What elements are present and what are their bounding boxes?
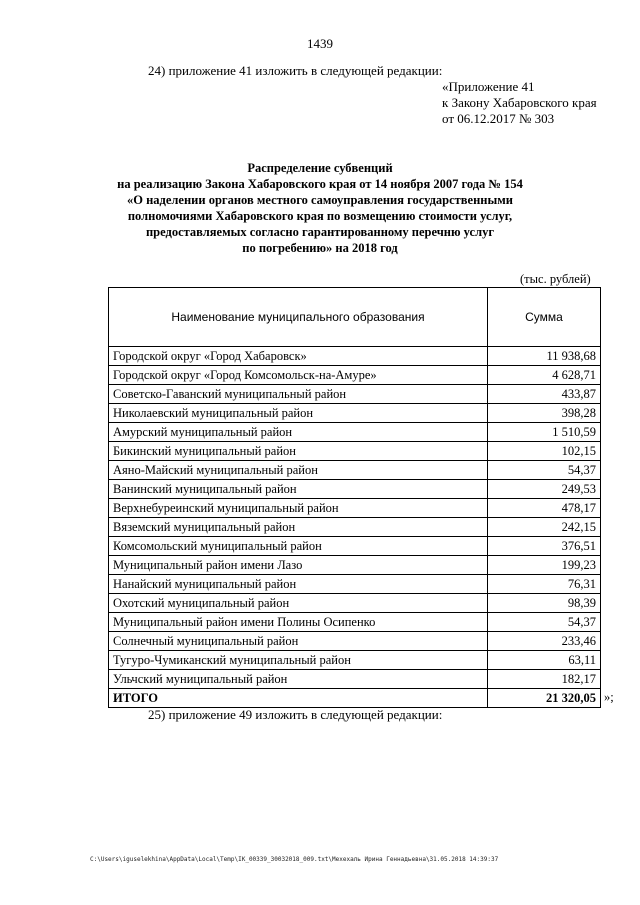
footer-file-path: C:\Users\iguselekhina\AppData\Local\Temp\IK_00339_30032018_009.txt\Мехехаль Ирина Геннадьевна\31.05.2018 14:39:37 [90,856,499,863]
municipality-name: Ульчский муниципальный район [109,670,488,689]
header-municipality: Наименование муниципального образования [109,288,488,347]
municipality-sum: 249,53 [488,480,601,499]
municipality-name: Вяземский муниципальный район [109,518,488,537]
municipality-sum: 76,31 [488,575,601,594]
table-header-row [109,288,601,347]
municipality-sum: 63,11 [488,651,601,670]
total-row [109,689,601,708]
municipality-sum: 433,87 [488,385,601,404]
appendix-reference [442,79,597,127]
municipality-name: Нанайский муниципальный район [109,575,488,594]
table-row [109,670,601,689]
closing-mark: »; [604,690,614,704]
title-line: полномочиями Хабаровского края по возмещению стоимости услуг, [127,209,513,223]
municipality-name: Охотский муниципальный район [109,594,488,613]
table-row [109,556,601,575]
municipality-sum: 242,15 [488,518,601,537]
table-row [109,632,601,651]
municipality-name: Городской округ «Город Хабаровск» [109,347,488,366]
table-row [109,461,601,480]
municipality-name: Городской округ «Город Комсомольск-на-Амуре» [109,366,488,385]
municipality-name: Бикинский муниципальный район [109,442,488,461]
municipality-sum: 478,17 [488,499,601,518]
table-row [109,575,601,594]
municipality-name: Советско-Гаванский муниципальный район [109,385,488,404]
total-label: ИТОГО [109,689,488,708]
table-row [109,385,601,404]
title-line: по погребению» на 2018 год [242,241,398,255]
table-row [109,347,601,366]
appendix-line: к Закону Хабаровского края [442,95,597,110]
municipality-sum: 54,37 [488,613,601,632]
table-row [109,480,601,499]
table-row [109,442,601,461]
appendix-line: «Приложение 41 [442,79,535,94]
municipality-name: Муниципальный район имени Полины Осипенко [109,613,488,632]
header-sum: Сумма [488,288,601,347]
municipality-sum: 54,37 [488,461,601,480]
table-row [109,499,601,518]
municipality-sum: 233,46 [488,632,601,651]
table-row [109,423,601,442]
municipality-sum: 98,39 [488,594,601,613]
table-row [109,651,601,670]
municipality-name: Ванинский муниципальный район [109,480,488,499]
unit-label: (тыс. рублей) [520,272,591,286]
table-row [109,404,601,423]
total-sum: 21 320,05 [488,689,601,708]
title-line: предоставляемых согласно гарантированному перечню услуг [145,225,495,239]
municipality-name: Тугуро-Чумиканский муниципальный район [109,651,488,670]
amendment-intro: 24) приложение 41 изложить в следующей редакции: [148,63,443,78]
municipality-sum: 11 938,68 [488,347,601,366]
municipality-sum: 1 510,59 [488,423,601,442]
title-line: «О наделении органов местного самоуправления государственными [127,193,513,207]
next-amendment: 25) приложение 49 изложить в следующей редакции: [148,707,443,722]
table-row [109,537,601,556]
municipality-sum: 102,15 [488,442,601,461]
municipality-name: Амурский муниципальный район [109,423,488,442]
table-row [109,594,601,613]
municipality-sum: 4 628,71 [488,366,601,385]
municipality-sum: 199,23 [488,556,601,575]
municipality-name: Николаевский муниципальный район [109,404,488,423]
municipality-sum: 398,28 [488,404,601,423]
document-title [80,160,560,256]
municipality-sum: 376,51 [488,537,601,556]
table-row [109,613,601,632]
municipality-name: Комсомольский муниципальный район [109,537,488,556]
municipality-name: Муниципальный район имени Лазо [109,556,488,575]
municipality-name: Солнечный муниципальный район [109,632,488,651]
appendix-line: от 06.12.2017 № 303 [442,111,555,126]
municipality-name: Верхнебуреинский муниципальный район [109,499,488,518]
subsidy-table [108,287,601,708]
title-line: на реализацию Закона Хабаровского края от 14 ноября 2007 года № 154 [117,177,523,191]
table-row [109,366,601,385]
page-number: 1439 [307,36,333,51]
table-row [109,518,601,537]
title-line: Распределение субвенций [247,161,393,175]
municipality-name: Аяно-Майский муниципальный район [109,461,488,480]
municipality-sum: 182,17 [488,670,601,689]
